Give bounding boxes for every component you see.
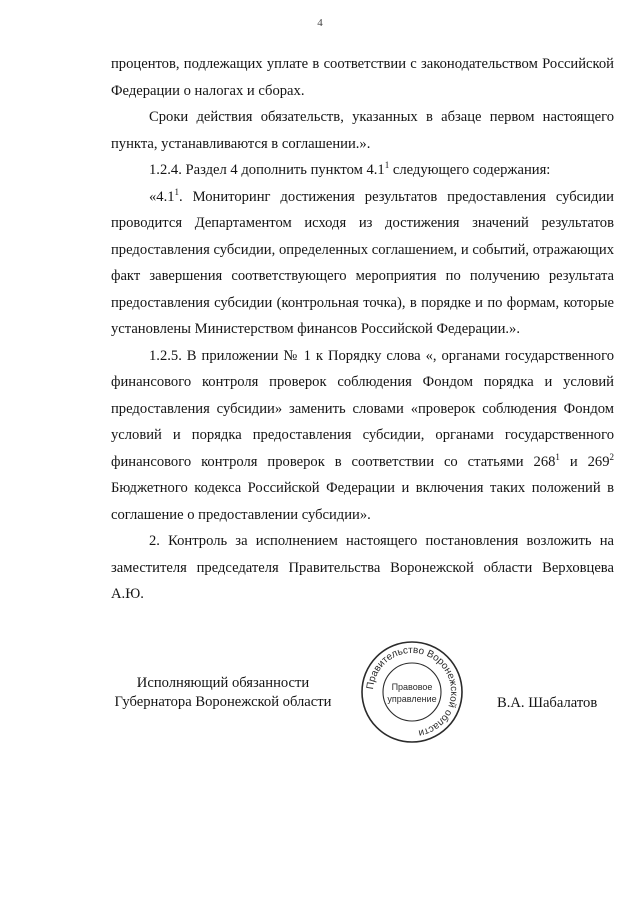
- signatory-position-line2: Губернатора Воронежской области: [114, 694, 332, 710]
- stamp-center-line1: Правовое: [391, 682, 433, 692]
- superscript: 1: [384, 160, 390, 170]
- paragraph-1-2-5-text-a: 1.2.5. В приложении № 1 к Порядку слова «, органами государственного финансового контроля проверок соблюдения Фондом порядка и условий предоставления субсидии» заменить словами «проверок соблюдения Фондом условий и порядка предоставления субсидии, органами государственного финансового контроля проверок в соответствии со статьями 268: [111, 347, 614, 470]
- stamp-ring-text: Правительство Воронежской области: [365, 644, 460, 739]
- paragraph-2-control: 2. Контроль за исполнением настоящего постановления возложить на заместителя председателя Правительства Воронежской области Верховцева А.Ю.: [111, 533, 614, 602]
- signatory-position: [108, 674, 338, 712]
- stamp-inner-ring: [383, 663, 441, 721]
- stamp-center-line2: управление: [387, 694, 437, 704]
- paragraph-1-2-5-text-b: и 269: [559, 453, 610, 470]
- page-number: 4: [317, 17, 323, 29]
- paragraph-4-1-1-text-b: . Мониторинг достижения результатов предоставления субсидии проводится Департаментом исходя из достижения значений результатов предоставления субсидии, определенных соглашением, и событий, отражающих факт завершения соответствующего мероприятия по получению результата предоставления субсидии (контрольная точка), в порядке и по формам, которые установлены Министерством финансов Российской Федерации.».: [111, 188, 614, 337]
- paragraph-interest: процентов, подлежащих уплате в соответствии с законодательством Российской Федерации о налогах и сборах.: [111, 56, 614, 99]
- superscript: 1: [555, 451, 560, 462]
- superscript: 1: [174, 186, 180, 197]
- document-body: [111, 51, 614, 608]
- paragraph-1-2-5: [111, 343, 614, 529]
- paragraph-1-2-5-text-c: Бюджетного кодекса Российской Федерации и включения таких положений в соглашение о предоставлении субсидии».: [111, 480, 614, 523]
- paragraph-1-2-4-text-a: 1.2.4. Раздел 4 дополнить пунктом 4.1: [149, 162, 385, 178]
- paragraph-4-1-1: [111, 184, 614, 343]
- signatory-name: В.А. Шабалатов: [497, 695, 598, 711]
- signatory-position-line1: Исполняющий обязанности: [136, 675, 310, 691]
- paragraph-4-1-1-text-a: «4.1: [149, 188, 175, 205]
- paragraph-1-2-4-text-b: следующего содержания:: [389, 162, 551, 178]
- stamp-outer-ring: [362, 642, 462, 742]
- official-stamp: [360, 640, 464, 744]
- paragraph-1-2-4: [111, 157, 614, 184]
- paragraph-obligation-terms: Сроки действия обязательств, указанных в абзаце первом настоящего пункта, устанавливаются в соглашении.».: [111, 109, 614, 152]
- superscript: 2: [609, 451, 614, 462]
